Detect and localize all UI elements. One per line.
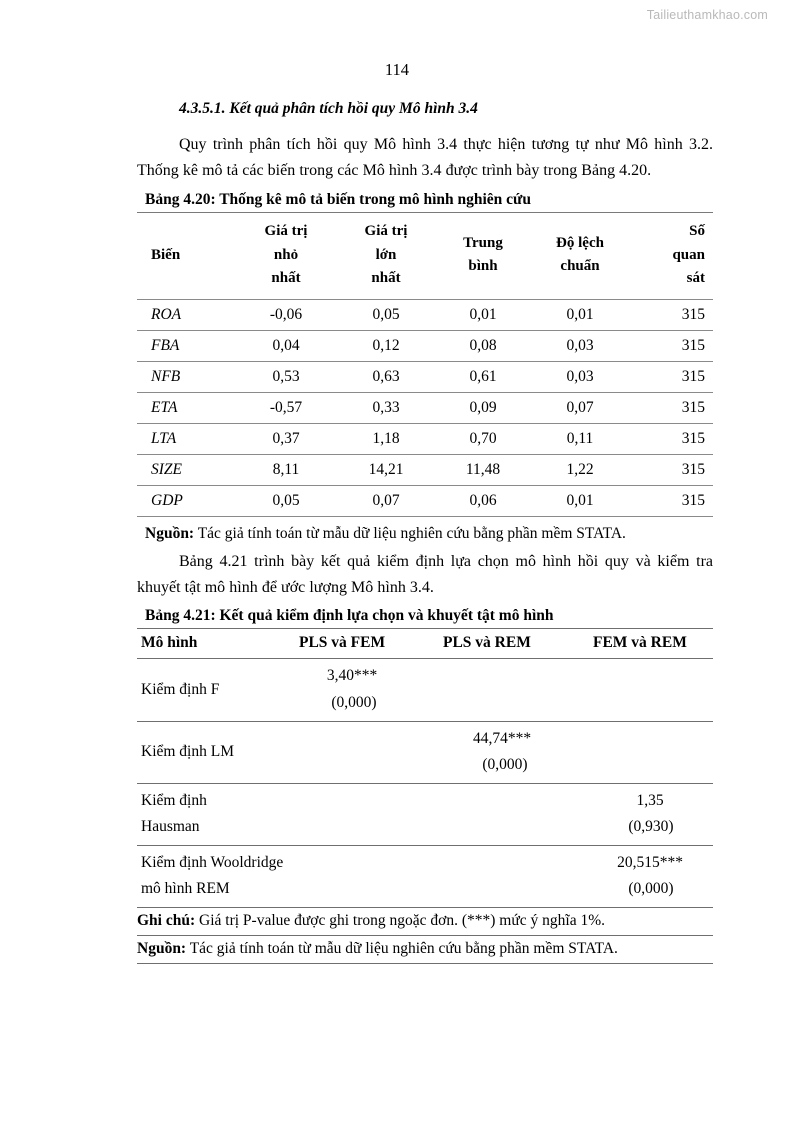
table-420 (137, 212, 713, 517)
table-row (137, 485, 713, 516)
cell-sd: 0,03 (531, 330, 629, 361)
intro-paragraph: Quy trình phân tích hồi quy Mô hình 3.4 thực hiện tương tự như Mô hình 3.2. Thống kê mô tả các biến trong các Mô hình 3.4 được trình bày trong Bảng 4.20. (137, 136, 713, 179)
cell-mean: 0,06 (435, 485, 531, 516)
cell-max: 1,18 (337, 423, 435, 454)
watermark-text: Tailieuthamkhao.com (646, 8, 768, 22)
table-421-source-row (137, 935, 713, 963)
cell-pls-fem (285, 659, 427, 721)
cell-variable: GDP (137, 485, 235, 516)
cell-test-label: Kiểm định LM (137, 721, 285, 783)
table-421-note-row (137, 907, 713, 935)
table-row (137, 423, 713, 454)
cell-pls-rem (427, 721, 573, 783)
cell-max: 0,12 (337, 330, 435, 361)
body-paragraph: Bảng 4.21 trình bày kết quả kiểm định lựa chọn mô hình hồi quy và kiểm tra khuyết tật mô hình để ước lượng Mô hình 3.4. (137, 552, 713, 596)
cell-variable: ETA (137, 392, 235, 423)
cell-min: 0,05 (235, 485, 337, 516)
cell-mean: 0,61 (435, 361, 531, 392)
cell-mean: 11,48 (435, 454, 531, 485)
cell-max: 0,05 (337, 299, 435, 330)
header-obs-l1: Số (689, 222, 705, 239)
cell-variable: SIZE (137, 454, 235, 485)
cell-max: 0,33 (337, 392, 435, 423)
header-sd-l1: Độ lệch (556, 234, 604, 251)
p-value: (0,000) (331, 693, 377, 711)
label-line-1: Kiểm định (141, 792, 207, 810)
source-text: Tác giả tính toán từ mẫu dữ liệu nghiên cứu bằng phần mềm STATA. (186, 939, 618, 957)
cell-obs: 315 (629, 485, 713, 516)
cell-pls-fem (285, 783, 427, 845)
page-content (137, 100, 713, 964)
cell-min: -0,06 (235, 299, 337, 330)
cell-max: 0,63 (337, 361, 435, 392)
cell-fem-rem (573, 721, 713, 783)
table-421-caption: Bảng 4.21: Kết quả kiểm định lựa chọn và khuyết tật mô hình (145, 607, 554, 625)
header-min-l3: nhất (271, 270, 301, 287)
cell-obs: 315 (629, 361, 713, 392)
header-mean-l1: Trung (463, 234, 503, 251)
header-max-l2: lớn (375, 246, 397, 263)
cell-obs: 315 (629, 330, 713, 361)
cell-test-label (137, 783, 285, 845)
stat-value: 3,40*** (326, 667, 378, 685)
cell-mean: 0,08 (435, 330, 531, 361)
source-label: Nguồn: (145, 524, 195, 542)
cell-max: 14,21 (337, 454, 435, 485)
cell-pls-fem (285, 845, 427, 907)
header-min-l1: Giá trị (264, 222, 308, 239)
cell-obs: 315 (629, 392, 713, 423)
cell-variable: LTA (137, 423, 235, 454)
stat-value: 44,74*** (472, 729, 532, 747)
cell-pls-rem (427, 845, 573, 907)
cell-min: 0,04 (235, 330, 337, 361)
cell-test-label: Kiểm định Wooldridge mô hình REM (137, 845, 285, 907)
table-420-caption: Bảng 4.20: Thống kê mô tả biến trong mô hình nghiên cứu (145, 190, 531, 208)
cell-variable: NFB (137, 361, 235, 392)
cell-sd: 0,07 (531, 392, 629, 423)
table-row (137, 659, 713, 721)
table-row (137, 392, 713, 423)
cell-sd: 1,22 (531, 454, 629, 485)
note-label: Ghi chú: (137, 911, 196, 929)
header-mean (435, 212, 531, 299)
table-420-header-row (137, 212, 713, 299)
cell-variable: FBA (137, 330, 235, 361)
cell-pls-rem (427, 783, 573, 845)
table-row (137, 330, 713, 361)
header-sd (531, 212, 629, 299)
table-row (137, 721, 713, 783)
cell-pls-fem (285, 721, 427, 783)
header-variable: Biến (137, 212, 235, 299)
header-pls-rem: PLS và REM (427, 629, 573, 659)
table-row (137, 454, 713, 485)
header-obs-l3: sát (686, 270, 705, 287)
cell-mean: 0,09 (435, 392, 531, 423)
cell-min: 0,53 (235, 361, 337, 392)
table-420-body (137, 299, 713, 516)
cell-variable: ROA (137, 299, 235, 330)
cell-fem-rem (573, 783, 713, 845)
table-421-body (137, 659, 713, 963)
cell-mean: 0,01 (435, 299, 531, 330)
table-row (137, 299, 713, 330)
header-pls-fem: PLS và FEM (285, 629, 427, 659)
cell-mean: 0,70 (435, 423, 531, 454)
table-421-source (137, 935, 713, 963)
cell-obs: 315 (629, 299, 713, 330)
cell-max: 0,07 (337, 485, 435, 516)
page-number: 114 (384, 60, 410, 79)
cell-fem-rem (573, 845, 713, 907)
section-heading: 4.3.5.1. Kết quả phân tích hồi quy Mô hình 3.4 (179, 100, 478, 117)
cell-sd: 0,01 (531, 485, 629, 516)
cell-sd: 0,11 (531, 423, 629, 454)
table-421 (137, 628, 713, 963)
cell-test-label: Kiểm định F (137, 659, 285, 721)
header-obs (629, 212, 713, 299)
stat-value: 1,35 (636, 791, 664, 809)
header-min (235, 212, 337, 299)
cell-sd: 0,01 (531, 299, 629, 330)
header-max-l3: nhất (371, 270, 401, 287)
header-max (337, 212, 435, 299)
cell-pls-rem (427, 659, 573, 721)
p-value: (0,930) (628, 817, 674, 835)
p-value: (0,000) (482, 755, 528, 773)
label-line-2: Hausman (141, 817, 200, 835)
cell-obs: 315 (629, 423, 713, 454)
source-text: Tác giả tính toán từ mẫu dữ liệu nghiên cứu bằng phần mềm STATA. (194, 524, 626, 542)
cell-obs: 315 (629, 454, 713, 485)
cell-min: 8,11 (235, 454, 337, 485)
header-model: Mô hình (137, 629, 285, 659)
cell-fem-rem (573, 659, 713, 721)
p-value: (0,000) (628, 879, 674, 897)
header-min-l2: nhỏ (273, 246, 299, 263)
table-421-note (137, 907, 713, 935)
table-420-source (145, 522, 713, 547)
table-row (137, 845, 713, 907)
stat-value: 20,515*** (617, 853, 683, 871)
header-fem-rem: FEM và REM (573, 629, 713, 659)
table-row (137, 783, 713, 845)
header-obs-l2: quan (672, 246, 705, 263)
table-421-header-row (137, 629, 713, 659)
header-mean-l2: bình (468, 258, 498, 275)
note-text: Giá trị P-value được ghi trong ngoặc đơn. (***) mức ý nghĩa 1%. (195, 911, 605, 929)
header-sd-l2: chuẩn (560, 258, 600, 275)
table-row (137, 361, 713, 392)
cell-min: 0,37 (235, 423, 337, 454)
cell-min: -0,57 (235, 392, 337, 423)
header-max-l1: Giá trị (364, 222, 408, 239)
cell-sd: 0,03 (531, 361, 629, 392)
source-label: Nguồn: (137, 939, 187, 957)
